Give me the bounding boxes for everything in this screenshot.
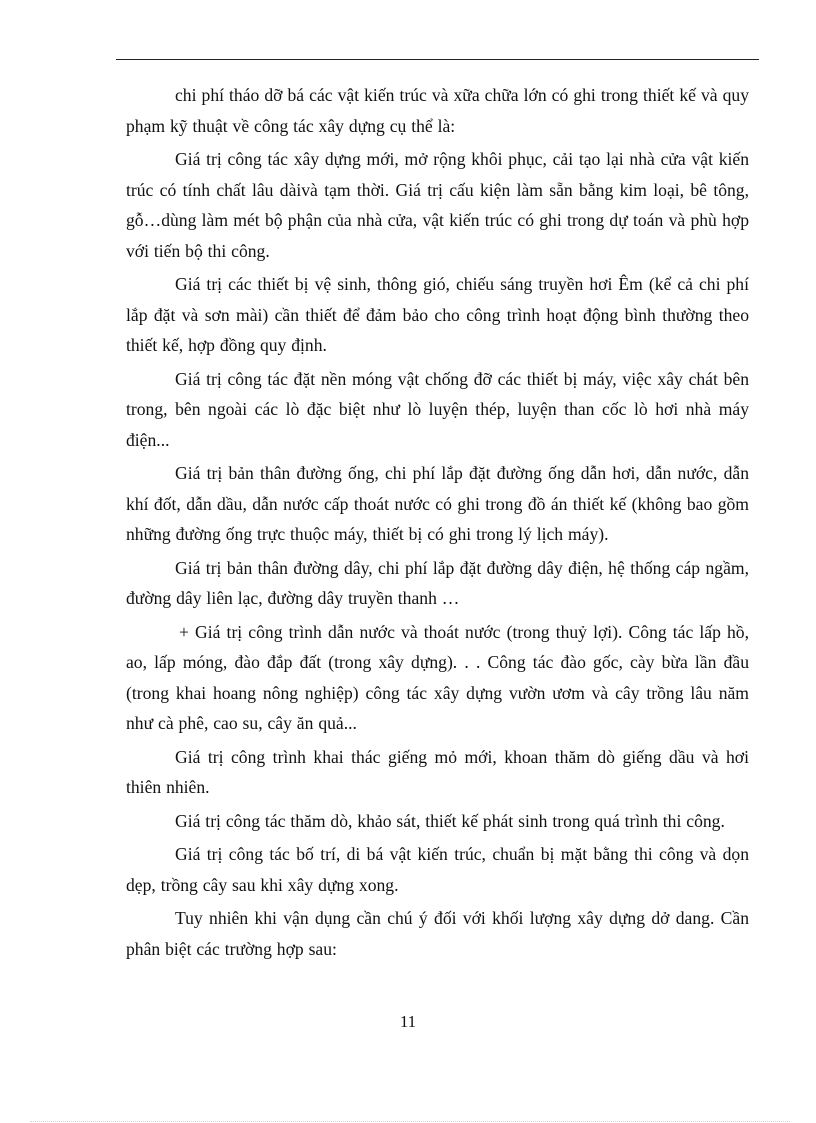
- document-body: [126, 80, 749, 967]
- paragraph-water-works-value: + Giá trị công trình dẫn nước và thoát nước (trong thuỷ lợi). Công tác lấp hồ, ao, lấp móng, đào đắp đất (trong xây dựng). . . Công tác đào gốc, cày bừa lần đầu (trong khai hoang nông nghiệp) công tác xây dựng vườn ươm và cây trồng lâu năm như cà phê, cao su, cây ăn quả...: [126, 621, 749, 733]
- paragraph-mining-value: Giá trị công trình khai thác giếng mỏ mới, khoan thăm dò giếng dầu và hơi thiên nhiên.: [126, 746, 749, 797]
- paragraph-foundation-value: Giá trị công tác đặt nền móng vật chống đỡ các thiết bị máy, việc xây chát bên trong, bên ngoài các lò đặc biệt như lò luyện thép, luyện than cốc lò hơi nhà máy điện...: [126, 368, 749, 450]
- paragraph-unfinished-work-note: Tuy nhiên khi vận dụng cần chú ý đối với khối lượng xây dựng dở dang. Cần phân biệt các trường hợp sau:: [126, 908, 749, 959]
- page-number: 11: [399, 1012, 417, 1031]
- paragraph-survey-value: Giá trị công tác thăm dò, khảo sát, thiết kế phát sinh trong quá trình thi công.: [175, 810, 725, 831]
- paragraph-wiring-value: Giá trị bản thân đường dây, chi phí lắp đặt đường dây điện, hệ thống cáp ngầm, đường dây liên lạc, đường dây truyền thanh …: [126, 557, 749, 608]
- paragraph-pipeline-value: Giá trị bản thân đường ống, chi phí lắp đặt đường ống dẫn hơi, dẫn nước, dẫn khí đốt, dẫn dầu, dẫn nước cấp thoát nước có ghi trong đồ án thiết kế (không bao gồm những đường ống trực thuộc máy, thiết bị có ghi trong lý lịch máy).: [126, 463, 749, 544]
- paragraph-equipment-value: Giá trị các thiết bị vệ sinh, thông gió, chiếu sáng truyền hơi Êm (kể cả chi phí lắp đặt và sơn mài) cần thiết để đảm bảo cho công trình hoạt động bình thường theo thiết kế, hợp đồng quy định.: [126, 274, 749, 355]
- header-rule: [116, 59, 759, 60]
- footer-divider: [30, 1121, 790, 1122]
- paragraph-construction-value: Giá trị công tác xây dựng mới, mở rộng khôi phục, cải tạo lại nhà cửa vật kiến trúc có tính chất lâu dàivà tạm thời. Giá trị cấu kiện làm sẵn bằng kim loại, bê tông, gỗ…dùng làm mét bộ phận của nhà cửa, vật kiến trúc có ghi trong dự toán và phù hợp với tiến bộ thi công.: [126, 149, 749, 261]
- paragraph-site-preparation-value: Giá trị công tác bố trí, di bá vật kiến trúc, chuẩn bị mặt bằng thi công và dọn dẹp, trồng cây sau khi xây dựng xong.: [126, 844, 749, 895]
- paragraph-continuation: chi phí tháo dỡ bá các vật kiến trúc và xữa chữa lớn có ghi trong thiết kế và quy phạm kỹ thuật về công tác xây dựng cụ thể là:: [126, 85, 749, 136]
